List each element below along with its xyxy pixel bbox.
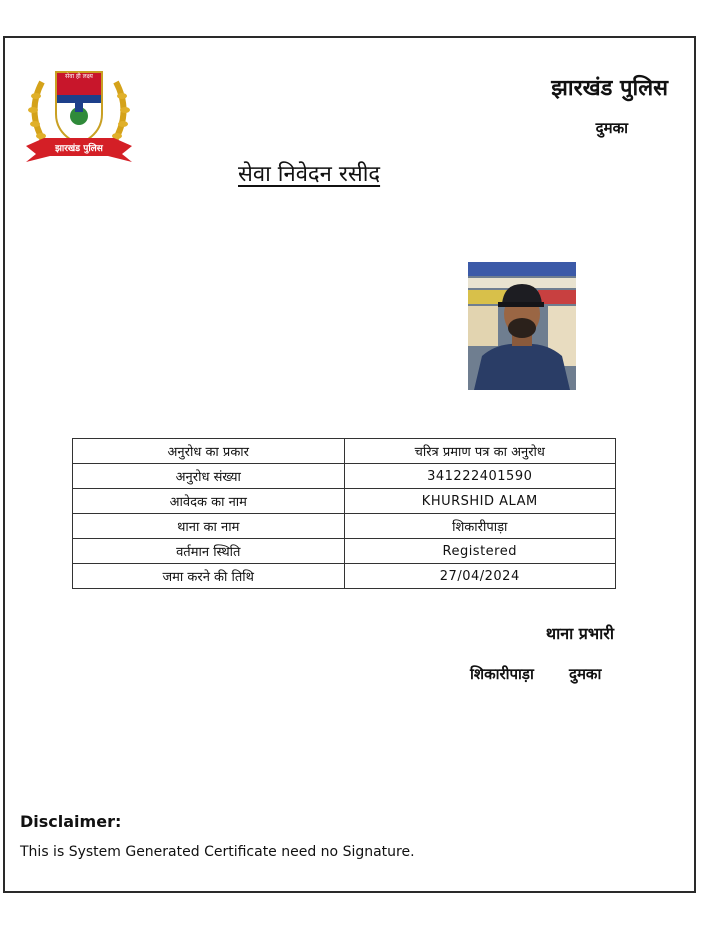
- submission-date-label: जमा करने की तिथि: [73, 564, 345, 589]
- table-row: [73, 514, 616, 539]
- logo-ribbon-text: झारखंड पुलिस: [55, 144, 103, 154]
- officer-station: शिकारीपाड़ा: [470, 665, 534, 683]
- header-district: दुमका: [595, 119, 628, 137]
- current-status-value: Registered: [344, 539, 616, 564]
- current-status-label: वर्तमान स्थिति: [73, 539, 345, 564]
- disclaimer-text: This is System Generated Certificate need no Signature.: [20, 844, 415, 860]
- table-row: [73, 564, 616, 589]
- police-station-label: थाना का नाम: [73, 514, 345, 539]
- table-row: [73, 539, 616, 564]
- table-row: [73, 439, 616, 464]
- request-number-value: 341222401590: [344, 464, 616, 489]
- applicant-name-value: KHURSHID ALAM: [344, 489, 616, 514]
- disclaimer-label: Disclaimer:: [20, 812, 122, 831]
- officer-district: दुमका: [569, 665, 602, 683]
- table-row: [73, 489, 616, 514]
- request-type-label: अनुरोध का प्रकार: [73, 439, 345, 464]
- org-name: झारखंड पुलिस: [551, 76, 668, 101]
- table-row: [73, 464, 616, 489]
- logo-motto: सेवा ही लक्ष्य: [65, 73, 93, 80]
- officer-title: थाना प्रभारी: [545, 624, 614, 643]
- request-type-value: चरित्र प्रमाण पत्र का अनुरोध: [344, 439, 616, 464]
- submission-date-value: 27/04/2024: [344, 564, 616, 589]
- request-details-table: [72, 438, 616, 589]
- applicant-photo: [468, 262, 576, 390]
- police-station-value: शिकारीपाड़ा: [344, 514, 616, 539]
- jharkhand-police-logo: [22, 62, 136, 170]
- request-number-label: अनुरोध संख्या: [73, 464, 345, 489]
- applicant-name-label: आवेदक का नाम: [73, 489, 345, 514]
- document-title: सेवा निवेदन रसीद: [238, 162, 381, 187]
